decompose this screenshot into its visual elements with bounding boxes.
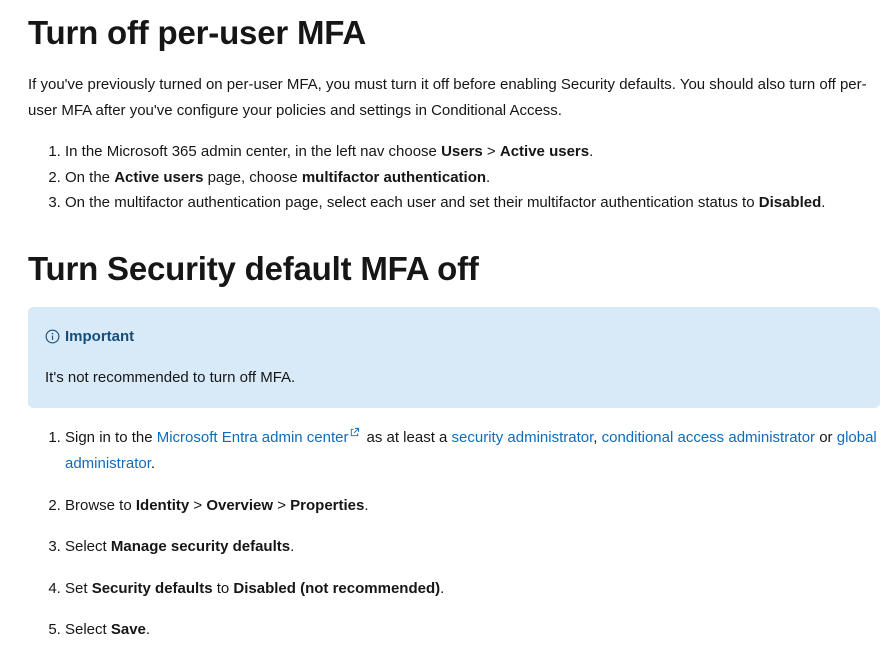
link-entra-admin-center[interactable]: Microsoft Entra admin center bbox=[156, 429, 349, 446]
per-user-mfa-steps bbox=[28, 139, 888, 216]
link-security-administrator[interactable]: security administrator bbox=[451, 429, 594, 446]
external-link-icon bbox=[349, 427, 360, 438]
list-item: 1. In the Microsoft 365 admin center, in the left nav choose Users > Active users. bbox=[65, 139, 888, 165]
list-item: 2. On the Active users page, choose multifactor authentication. bbox=[65, 165, 888, 191]
list-item: 4. Set Security defaults to Disabled (not recommended). bbox=[65, 576, 888, 602]
list-item: 1. Sign in to the Microsoft Entra admin center as at least a security administrator, conditional access administrator or global administrator. bbox=[65, 425, 888, 477]
heading-turn-security-default-mfa-off: Turn Security default MFA off bbox=[28, 250, 479, 287]
list-item: 5. Select Save. bbox=[65, 617, 888, 643]
alert-title bbox=[45, 328, 134, 345]
alert-title-text: Important bbox=[65, 328, 135, 345]
list-item: 3. Select Manage security defaults. bbox=[65, 534, 888, 560]
per-user-mfa-intro: If you've previously turned on per-user MFA, you must turn it off before enabling Security defaults. You should also turn off per-user MFA after you've configure your policies and settings in Conditional Access. bbox=[28, 76, 867, 119]
list-item: 2. Browse to Identity > Overview > Properties. bbox=[65, 493, 888, 519]
alert-body: It's not recommended to turn off MFA. bbox=[45, 369, 296, 386]
heading-turn-off-per-user-mfa: Turn off per-user MFA bbox=[28, 14, 367, 51]
important-alert bbox=[28, 307, 880, 408]
link-global-administrator[interactable]: global administrator bbox=[65, 429, 877, 472]
list-item: 3. On the multifactor authentication page, select each user and set their multifactor authentication status to Disabled. bbox=[65, 190, 888, 216]
link-conditional-access-administrator[interactable]: conditional access administrator bbox=[601, 429, 816, 446]
info-icon bbox=[45, 329, 60, 344]
security-defaults-steps bbox=[28, 425, 888, 659]
